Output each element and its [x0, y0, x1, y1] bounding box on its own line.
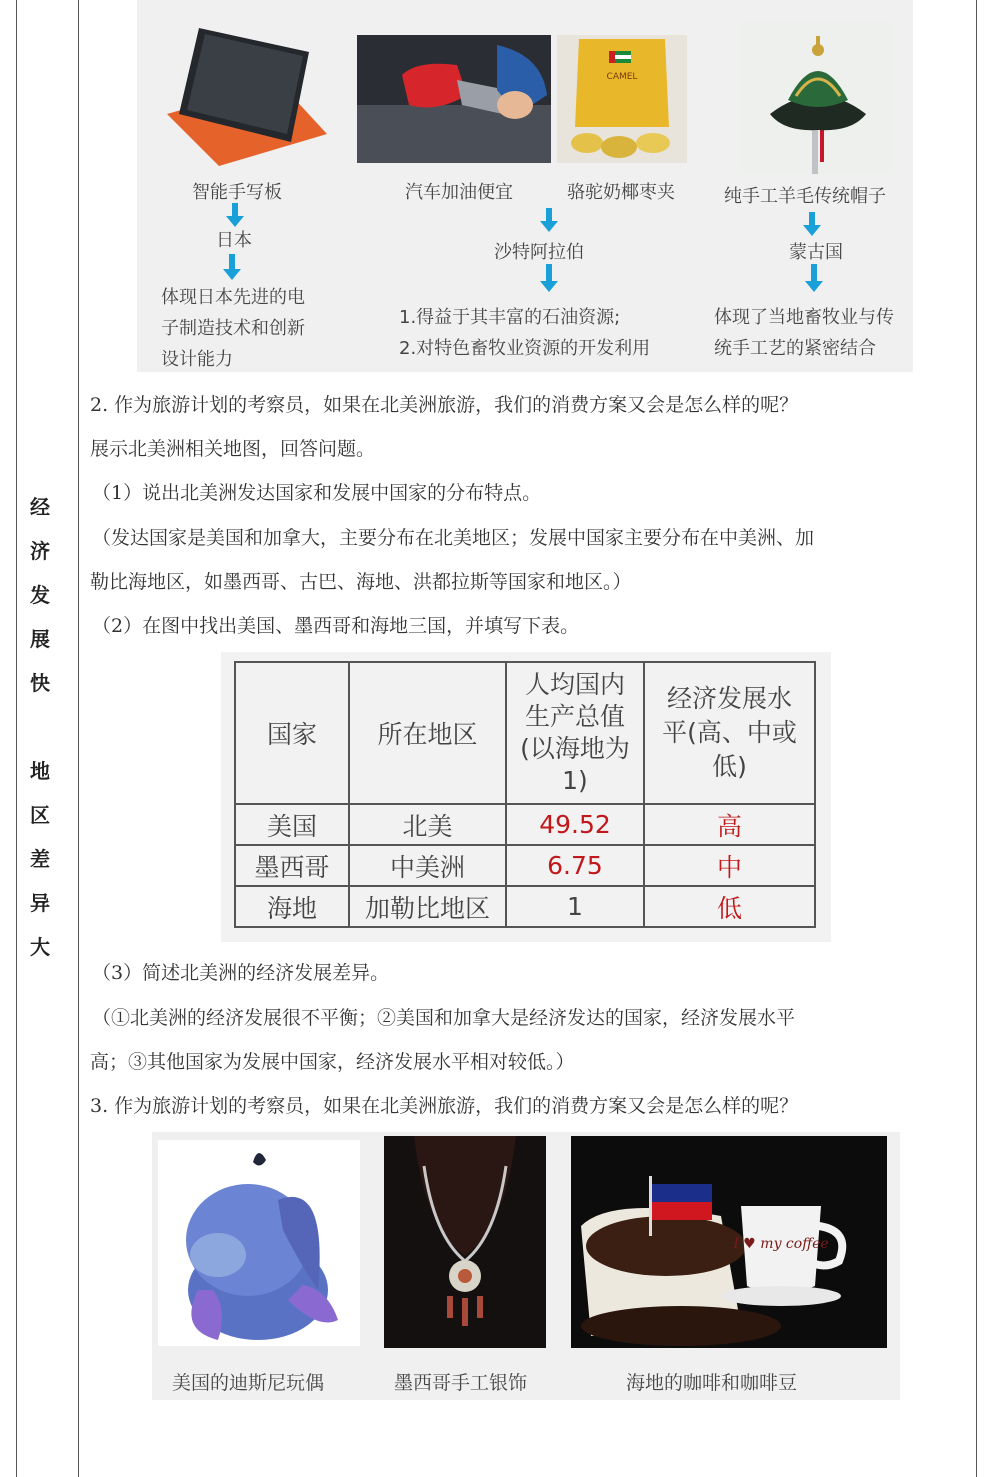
- camel-date-image: [557, 35, 687, 163]
- down-arrow-icon: [809, 212, 815, 226]
- hat-caption: 纯手工羊毛传统帽子: [724, 186, 886, 207]
- table-row: [235, 845, 815, 886]
- disney-caption: 美国的迪斯尼玩偶: [172, 1372, 325, 1394]
- country-japan: 日本: [216, 230, 252, 251]
- question-2-1: （1）说出北美洲发达国家和发展中国家的分布特点。: [92, 482, 542, 504]
- cell-country: 美国: [235, 804, 349, 845]
- header-region: 所在地区: [349, 662, 506, 804]
- question-2-2: （2）在图中找出美国、墨西哥和海地三国，并填写下表。: [92, 615, 580, 637]
- cell-gdp: 49.52: [506, 804, 644, 845]
- answer-2-3-line1: （①北美洲的经济发展很不平衡；②美国和加拿大是经济发达的国家，经济发展水平: [92, 1007, 796, 1029]
- side-char: 展: [30, 627, 50, 651]
- tablet-image: [159, 22, 331, 168]
- cell-gdp: 1: [506, 886, 644, 927]
- coffee-caption: 海地的咖啡和咖啡豆: [626, 1372, 798, 1394]
- cell-country: 墨西哥: [235, 845, 349, 886]
- north-america-products-figure: [152, 1132, 900, 1400]
- camel-brand-text: CAMEL: [606, 72, 638, 82]
- table-border-middle: [78, 0, 79, 1477]
- camel-date-caption: 骆驼奶椰枣夹: [567, 182, 675, 203]
- question-2: 2. 作为旅游计划的考察员，如果在北美洲旅游，我们的消费方案又会是怎么样的呢？: [90, 394, 799, 416]
- country-saudi: 沙特阿拉伯: [494, 242, 584, 263]
- saudi-note: 1.得益于其丰富的石油资源; 2.对特色畜牧业资源的开发利用: [399, 307, 651, 359]
- down-arrow-icon: [811, 264, 817, 282]
- fuel-caption: 汽车加油便宜: [405, 182, 513, 203]
- cell-country: 海地: [235, 886, 349, 927]
- silver-necklace-image: [384, 1136, 546, 1348]
- side-char: 快: [30, 671, 50, 695]
- answer-2-1-line1: （发达国家是美国和加拿大，主要分布在北美地区；发展中国家主要分布在中美洲、加: [92, 527, 815, 549]
- down-arrow-icon: [229, 254, 235, 270]
- side-char: 发: [30, 583, 50, 607]
- question-2-instruction: 展示北美洲相关地图，回答问题。: [90, 438, 376, 460]
- cell-region: 加勒比地区: [349, 886, 506, 927]
- cell-level: 中: [644, 845, 815, 886]
- question-3: 3. 作为旅游计划的考察员，如果在北美洲旅游，我们的消费方案又会是怎么样的呢？: [90, 1095, 799, 1117]
- necklace-caption: 墨西哥手工银饰: [394, 1372, 528, 1394]
- cell-region: 中美洲: [349, 845, 506, 886]
- side-char: 经: [30, 495, 50, 519]
- cell-level: 高: [644, 804, 815, 845]
- table-row: [235, 804, 815, 845]
- gdp-table-figure: [221, 652, 831, 942]
- japan-note: 体现日本先进的电 子制造技术和创新 设计能力: [161, 287, 305, 370]
- tablet-caption: 智能手写板: [192, 182, 282, 203]
- mug-text: I ♥ my coffee: [733, 1236, 829, 1252]
- cell-region: 北美: [349, 804, 506, 845]
- disney-plush-image: [158, 1140, 360, 1346]
- down-arrow-icon: [546, 264, 552, 282]
- table-border-right: [976, 0, 977, 1477]
- mongolia-note: 体现了当地畜牧业与传 统手工艺的紧密结合: [714, 307, 894, 359]
- side-char: 济: [30, 539, 50, 563]
- side-char: 区: [30, 803, 50, 827]
- down-arrow-icon: [232, 203, 238, 217]
- question-2-3: （3）简述北美洲的经济发展差异。: [92, 962, 390, 984]
- asia-products-figure: [137, 0, 913, 372]
- cell-gdp: 6.75: [506, 845, 644, 886]
- table-row: [235, 886, 815, 927]
- side-char: 差: [30, 847, 50, 871]
- coffee-image: [571, 1136, 887, 1348]
- side-char: 异: [30, 891, 50, 915]
- side-char: 地: [30, 759, 50, 783]
- section-side-label: [28, 485, 52, 969]
- side-char: 大: [30, 935, 50, 959]
- gdp-table: [234, 661, 816, 928]
- answer-2-1-line2: 勒比海地区，如墨西哥、古巴、海地、洪都拉斯等国家和地区。）: [90, 571, 632, 593]
- mongolian-hat-image: [742, 22, 894, 174]
- header-gdp: 人均国内 生产总值 (以海地为 1): [506, 662, 644, 804]
- fuel-nozzle-image: [357, 35, 551, 163]
- answer-2-3-line2: 高；③其他国家为发展中国家，经济发展水平相对较低。）: [90, 1051, 575, 1073]
- table-border-left: [16, 0, 17, 1477]
- country-mongolia: 蒙古国: [789, 242, 843, 263]
- down-arrow-icon: [546, 208, 552, 222]
- cell-level: 低: [644, 886, 815, 927]
- header-country: 国家: [235, 662, 349, 804]
- header-level: 经济发展水 平(高、中或 低): [644, 662, 815, 804]
- table-header-row: [235, 662, 815, 804]
